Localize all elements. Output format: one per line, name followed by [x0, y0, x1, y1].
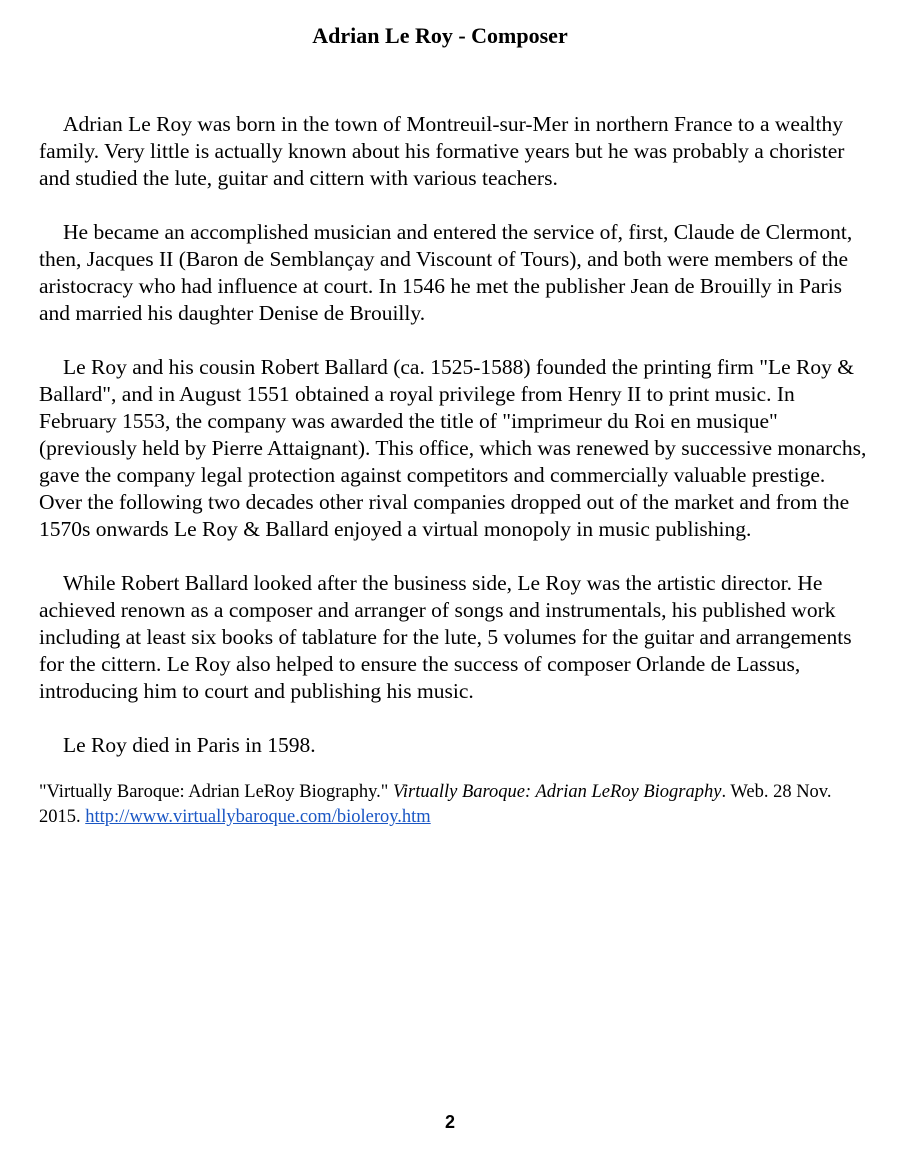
- citation-source: Virtually Baroque: Adrian LeRoy Biography: [392, 782, 722, 802]
- citation-title: "Virtually Baroque: Adrian LeRoy Biography.": [39, 782, 389, 802]
- page-number: 2: [444, 1112, 455, 1132]
- paragraph-death: Le Roy died in Paris in 1598.: [63, 733, 316, 757]
- paragraph-printing-firm: Le Roy and his cousin Robert Ballard (ca. 1525-1588) founded the printing firm "Le Roy & Ballard", and in August 1551 obtained a royal privilege from Henry II to print music. In February 1553, the company was awarded the title of "imprimeur du Roi en musique" (previously held by Pierre Attaignant). This office, which was renewed by successive monarchs, gave the company legal protection against competitors and commercially valuable prestige. Over the following two decades other rival companies dropped out of the market and from the 1570s onwards Le Roy & Ballard enjoyed a virtual monopoly in music publishing.: [39, 355, 867, 541]
- paragraph-birth: Adrian Le Roy was born in the town of Montreuil-sur-Mer in northern France to a wealthy family. Very little is actually known about his formative years but he was probably a chorister and studied the lute, guitar and cittern with various teachers.: [39, 112, 845, 190]
- paragraph-artistic-director: While Robert Ballard looked after the business side, Le Roy was the artistic director. He achieved renown as a composer and arranger of songs and instrumentals, his published work including at least six books of tablature for the lute, 5 volumes for the guitar and arrangements for the cittern. Le Roy also helped to ensure the success of composer Orlande de Lassus, introducing him to court and publishing his music.: [39, 571, 852, 703]
- citation-date: . Web. 28 Nov. 2015.: [39, 782, 832, 827]
- citation: [39, 780, 869, 830]
- citation-link[interactable]: http://www.virtuallybaroque.com/bioleroy.htm: [85, 807, 431, 827]
- document-body: [39, 111, 869, 830]
- paragraph-career: He became an accomplished musician and entered the service of, first, Claude de Clermont, then, Jacques II (Baron de Semblançay and Viscount of Tours), and both were members of the aristocracy who had influence at court. In 1546 he met the publisher Jean de Brouilly in Paris and married his daughter Denise de Brouilly.: [39, 220, 853, 325]
- page-title: Adrian Le Roy - Composer: [312, 23, 568, 48]
